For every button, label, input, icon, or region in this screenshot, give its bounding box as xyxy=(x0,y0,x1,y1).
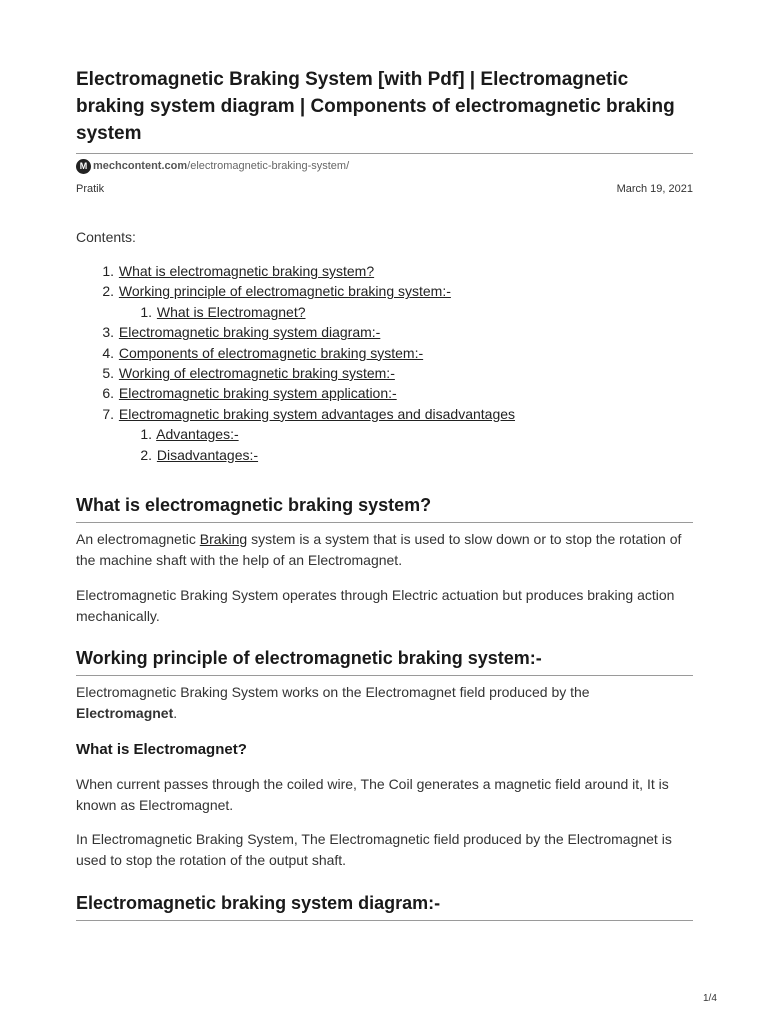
toc-item: 6. Electromagnetic braking system application:- xyxy=(102,385,397,402)
section-heading-what-is: What is electromagnetic braking system? xyxy=(76,495,432,515)
source-path: /electromagnetic-braking-system/ xyxy=(187,160,350,172)
source-line xyxy=(76,157,349,175)
page-number: 1/4 xyxy=(703,993,717,1004)
braking-link[interactable]: Braking xyxy=(199,531,248,547)
paragraph: Electromagnetic Braking System operates through Electric actuation but produces braking action mechanically. xyxy=(76,587,675,624)
toc-link[interactable]: What is Electromagnet? xyxy=(156,303,306,320)
toc-link[interactable]: Electromagnetic braking system application:- xyxy=(118,385,397,402)
paragraph: An electromagnetic Braking system is a system that is used to slow down or to stop the rotation of the machine shaft with the help of an Electromagnet. xyxy=(76,531,682,568)
source-domain-link[interactable]: mechcontent.com xyxy=(93,160,188,172)
paragraph: Electromagnetic Braking System works on the Electromagnet field produced by the Electromagnet. xyxy=(76,684,590,721)
paragraph: In Electromagnetic Braking System, The Electromagnetic field produced by the Electromagnet is used to stop the rotation of the output shaft. xyxy=(76,831,672,868)
section-divider xyxy=(76,920,693,921)
toc-link[interactable]: What is electromagnetic braking system? xyxy=(118,263,375,279)
electromagnet-bold: Electromagnet xyxy=(76,705,174,721)
toc-item: 4. Components of electromagnetic braking system:- xyxy=(102,344,424,361)
toc-link[interactable]: Electromagnetic braking system advantages and disadvantages xyxy=(118,405,516,422)
toc-link[interactable]: Working principle of electromagnetic braking system:- xyxy=(118,283,451,300)
toc-link[interactable]: Disadvantages:- xyxy=(156,446,259,463)
toc-link[interactable]: Advantages:- xyxy=(156,426,239,443)
contents-label: Contents: xyxy=(76,229,136,245)
section-heading-diagram: Electromagnetic braking system diagram:- xyxy=(76,893,441,913)
toc-subitem: 1. Advantages:- xyxy=(140,426,239,443)
toc-item: 5. Working of electromagnetic braking system:- xyxy=(102,364,395,381)
paragraph: When current passes through the coiled wire, The Coil generates a magnetic field around it, It is known as Electromagnet. xyxy=(76,776,669,813)
article-meta xyxy=(76,183,693,195)
toc-item: 2. Working principle of electromagnetic braking system:- xyxy=(102,283,451,300)
toc-link[interactable]: Components of electromagnetic braking system:- xyxy=(118,344,424,361)
toc-item: 1. What is electromagnetic braking system? xyxy=(102,263,375,279)
section-divider xyxy=(76,675,693,676)
article-title: Electromagnetic Braking System [with Pdf] | Electromagnetic braking system diagram | Components of electromagnetic braking system xyxy=(76,69,675,144)
toc-link[interactable]: Electromagnetic braking system diagram:- xyxy=(118,324,381,341)
toc-item: 3. Electromagnetic braking system diagram:- xyxy=(102,324,381,341)
section-heading-working-principle: Working principle of electromagnetic braking system:- xyxy=(76,648,542,668)
table-of-contents xyxy=(76,261,693,465)
subheading-what-is-electromagnet: What is Electromagnet? xyxy=(76,741,247,758)
site-logo-icon: M xyxy=(76,159,91,174)
toc-subitem: 2. Disadvantages:- xyxy=(140,446,259,463)
toc-subitem: 1. What is Electromagnet? xyxy=(140,303,306,320)
publish-date: March 19, 2021 xyxy=(616,183,693,195)
title-divider xyxy=(76,153,693,154)
section-divider xyxy=(76,522,693,523)
author: Pratik xyxy=(76,183,105,195)
toc-link[interactable]: Working of electromagnetic braking system:- xyxy=(118,364,395,381)
toc-item: 7. Electromagnetic braking system advantages and disadvantages xyxy=(102,405,516,422)
